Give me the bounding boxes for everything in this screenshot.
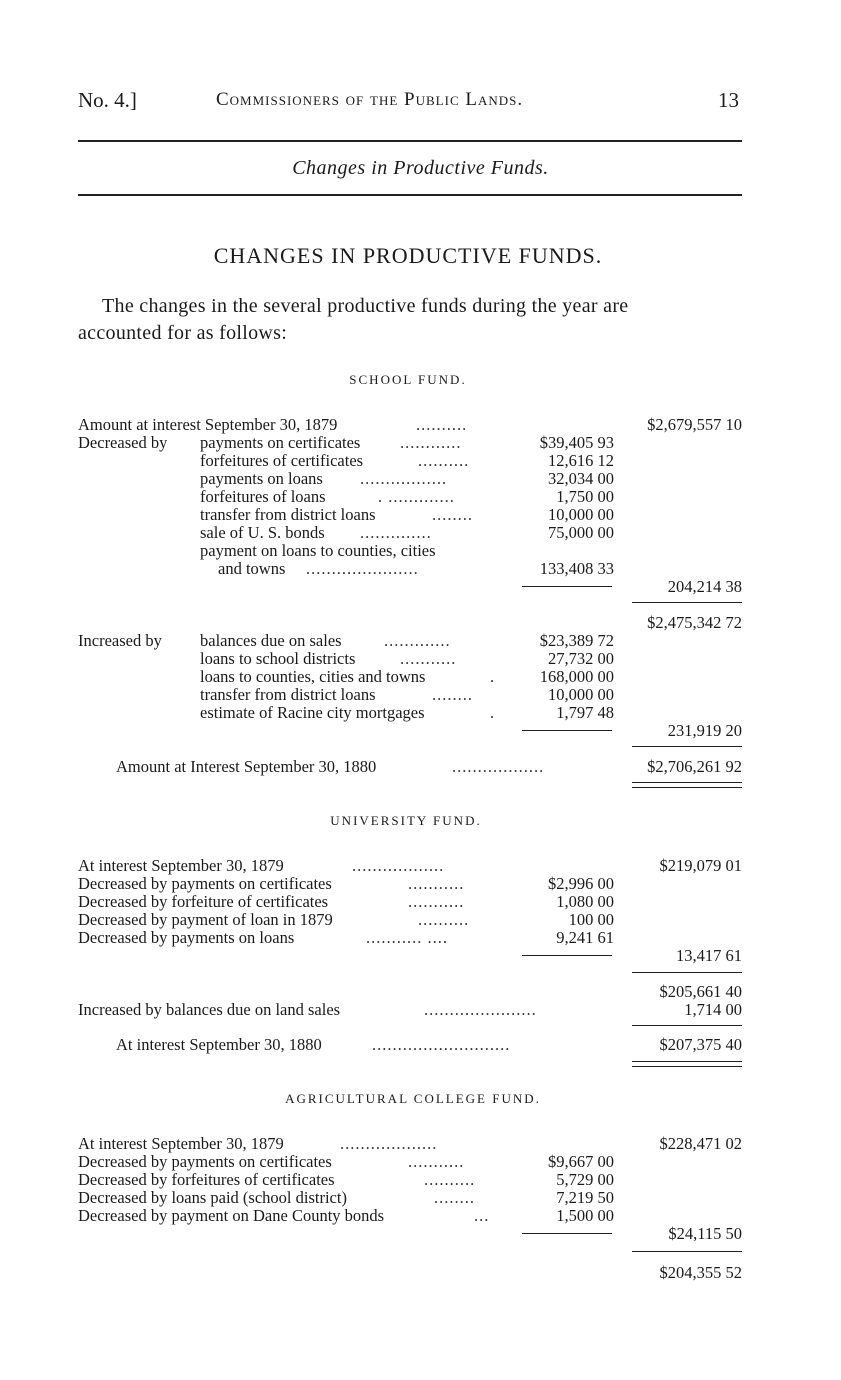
university-decrease-row (78, 875, 742, 893)
university-decrease-label: Decreased by payments on loans (78, 929, 295, 947)
school-increase-row (78, 632, 742, 650)
leader-dots: ........... (400, 650, 457, 668)
school-decrease-amount: 12,616 12 (548, 451, 614, 470)
school-opening-label: Amount at interest September 30, 1879 (78, 416, 338, 434)
school-decrease-row (78, 560, 742, 578)
sum-rule (632, 1025, 742, 1026)
university-decrease-amount: 100 00 (568, 910, 614, 929)
school-decrease-row (78, 434, 742, 452)
school-closing-total: $2,706,261 92 (647, 757, 742, 776)
school-increase-label: loans to counties, cities and towns (200, 668, 426, 686)
university-decrease-label: Decreased by payments on certificates (78, 875, 332, 893)
leader-dots: ........................... (372, 1036, 511, 1054)
school-decrease-amount: $39,405 93 (539, 433, 614, 452)
agricultural-decrease-row (78, 1189, 742, 1207)
school-decrease-row (78, 488, 742, 506)
university-decrease-row (78, 911, 742, 929)
university-decrease-amount: $2,996 00 (548, 874, 614, 893)
school-decrease-label: forfeitures of certificates (200, 452, 364, 470)
school-decrease-total-row (78, 578, 742, 596)
school-decrease-row (78, 506, 742, 524)
sum-rule (632, 746, 742, 747)
intro-line-2: accounted for as follows: (78, 322, 288, 344)
school-increase-row (78, 704, 742, 722)
school-decrease-row (78, 524, 742, 542)
leader-dots: .................. (452, 758, 545, 776)
leader-dots: .......... (418, 911, 470, 929)
leader-dots: .............. (360, 524, 432, 542)
university-decrease-total: 13,417 61 (676, 946, 742, 965)
agricultural-fund-heading: AGRICULTURAL COLLEGE FUND. (285, 1091, 541, 1106)
sum-rule (632, 602, 742, 603)
leader-dots: ........... (408, 875, 465, 893)
leader-dots: ........ (432, 506, 473, 524)
school-decrease-amount: 75,000 00 (548, 523, 614, 542)
school-opening-total: $2,679,557 10 (647, 415, 742, 434)
school-increase-label: transfer from district loans (200, 686, 376, 704)
agricultural-opening-row (78, 1135, 742, 1153)
leader-dots: .......... (416, 416, 468, 434)
double-rule (632, 782, 742, 788)
leader-dots: . ............. (378, 488, 455, 506)
agricultural-decrease-amount: $9,667 00 (548, 1152, 614, 1171)
university-decrease-amount: 9,241 61 (556, 928, 614, 947)
school-subtotal-row (78, 614, 742, 632)
agricultural-closing-row (78, 1264, 742, 1282)
leader-dots: ........... .... (366, 929, 448, 947)
university-decrease-row (78, 893, 742, 911)
university-opening-total: $219,079 01 (659, 856, 742, 875)
leader-dots: ...................... (306, 560, 419, 578)
school-decrease-label: payments on loans (200, 470, 323, 488)
university-subtotal-row (78, 983, 742, 1001)
school-decrease-amount: 1,750 00 (556, 487, 614, 506)
leader-dots: ................... (340, 1135, 438, 1153)
university-decrease-label: Decreased by forfeiture of certificates (78, 893, 329, 911)
header-rule-bottom (78, 194, 742, 196)
school-decrease-label: sale of U. S. bonds (200, 524, 325, 542)
sum-rule (632, 972, 742, 973)
university-decrease-amount: 1,080 00 (556, 892, 614, 911)
leader-dots: ............. (384, 632, 451, 650)
school-increase-label: estimate of Racine city mortgages (200, 704, 425, 722)
school-increase-row (78, 650, 742, 668)
school-decrease-row (78, 452, 742, 470)
sum-rule (632, 1251, 742, 1252)
school-increase-total: 231,919 20 (667, 721, 742, 740)
university-subtotal: $205,661 40 (659, 982, 742, 1001)
leader-dots: ...................... (424, 1001, 537, 1019)
school-subtotal: $2,475,342 72 (647, 613, 742, 632)
leader-dots: ........ (432, 686, 473, 704)
agricultural-decrease-row (78, 1171, 742, 1189)
school-decrease-label: payments on certificates (200, 434, 361, 452)
leader-dots: ........... (408, 1153, 465, 1171)
university-increase-label: Increased by balances due on land sales (78, 1001, 341, 1019)
school-increase-amount: 1,797 48 (556, 703, 614, 722)
university-increase-row (78, 1001, 742, 1019)
agricultural-decrease-label: Decreased by forfeitures of certificates (78, 1171, 335, 1189)
university-opening-label: At interest September 30, 1879 (78, 857, 284, 875)
agricultural-decrease-label: Decreased by payment on Dane County bonds (78, 1207, 385, 1225)
leader-dots: . (490, 668, 496, 686)
leader-dots: ............ (400, 434, 462, 452)
school-decrease-label: and towns (218, 560, 286, 578)
agricultural-opening-total: $228,471 02 (659, 1134, 742, 1153)
leader-dots: .......... (424, 1171, 476, 1189)
agricultural-decrease-label: Decreased by loans paid (school district) (78, 1189, 347, 1207)
school-decrease-amount: 32,034 00 (548, 469, 614, 488)
school-decrease-row (78, 470, 742, 488)
header-title: Commissioners of the Public Lands. (216, 89, 524, 110)
university-closing-row (78, 1036, 742, 1054)
leader-dots: .................. (352, 857, 445, 875)
school-decrease-label: transfer from district loans (200, 506, 376, 524)
running-subtitle: Changes in Productive Funds. (292, 157, 549, 179)
university-fund-heading: UNIVERSITY FUND. (330, 813, 482, 828)
school-increase-amount: 27,732 00 (548, 649, 614, 668)
header-number: No. 4.] (78, 88, 137, 112)
header-rule-top (78, 140, 742, 142)
agricultural-decrease-amount: 5,729 00 (556, 1170, 614, 1189)
leader-dots: ... (474, 1207, 490, 1225)
school-decrease-label: forfeitures of loans (200, 488, 326, 506)
university-decrease-label: Decreased by payment of loan in 1879 (78, 911, 333, 929)
school-decrease-amount: 10,000 00 (548, 505, 614, 524)
agricultural-decrease-amount: 1,500 00 (556, 1206, 614, 1225)
intro-line-1: The changes in the several productive funds during the year are (102, 295, 629, 317)
school-opening-row (78, 416, 742, 434)
leader-dots: ........... (408, 893, 465, 911)
agricultural-decrease-total-row (78, 1225, 742, 1243)
agricultural-opening-label: At interest September 30, 1879 (78, 1135, 284, 1153)
school-increase-amount: $23,389 72 (539, 631, 614, 650)
agricultural-decrease-label: Decreased by payments on certificates (78, 1153, 332, 1171)
agricultural-closing-total: $204,355 52 (659, 1263, 742, 1282)
school-closing-row (78, 758, 742, 776)
agricultural-decrease-amount: 7,219 50 (556, 1188, 614, 1207)
university-decrease-row (78, 929, 742, 947)
school-increase-amount: 168,000 00 (539, 667, 614, 686)
school-increased-prefix: Increased by (78, 632, 162, 650)
school-increase-amount: 10,000 00 (548, 685, 614, 704)
page-number: 13 (718, 88, 739, 112)
page-title: CHANGES IN PRODUCTIVE FUNDS. (213, 243, 603, 268)
school-increase-row (78, 686, 742, 704)
school-decrease-label: payment on loans to counties, cities (200, 542, 436, 560)
university-increase-total: 1,714 00 (684, 1000, 742, 1019)
school-closing-label: Amount at Interest September 30, 1880 (116, 758, 377, 776)
school-decrease-total: 204,214 38 (667, 577, 742, 596)
school-increase-total-row (78, 722, 742, 740)
agricultural-decrease-row (78, 1153, 742, 1171)
university-closing-total: $207,375 40 (659, 1035, 742, 1054)
university-decrease-total-row (78, 947, 742, 965)
leader-dots: ........ (434, 1189, 475, 1207)
agricultural-decrease-total: $24,115 50 (668, 1224, 742, 1243)
leader-dots: . (490, 704, 496, 722)
school-increase-label: balances due on sales (200, 632, 342, 650)
school-decrease-row (78, 542, 742, 560)
school-fund-heading: SCHOOL FUND. (349, 372, 467, 387)
university-closing-label: At interest September 30, 1880 (116, 1036, 322, 1054)
leader-dots: ................. (360, 470, 448, 488)
agricultural-decrease-row (78, 1207, 742, 1225)
school-decrease-amount: 133,408 33 (539, 559, 614, 578)
school-increase-row (78, 668, 742, 686)
university-opening-row (78, 857, 742, 875)
school-decreased-prefix: Decreased by (78, 434, 168, 452)
double-rule (632, 1061, 742, 1067)
leader-dots: .......... (418, 452, 470, 470)
school-increase-label: loans to school districts (200, 650, 356, 668)
